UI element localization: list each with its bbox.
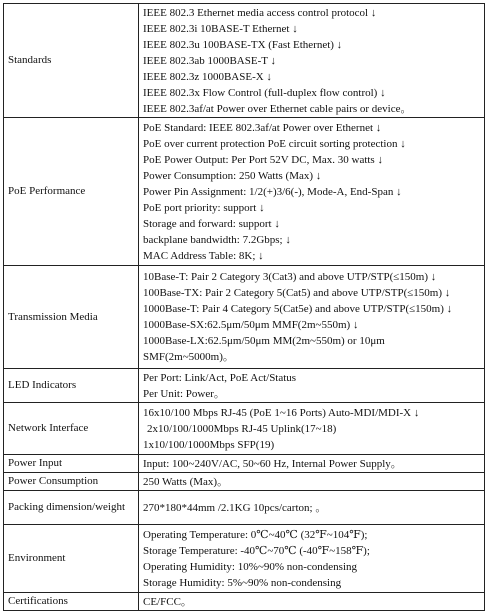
spec-row-certifications xyxy=(4,593,485,611)
row-label: Power Consumption xyxy=(4,473,139,491)
value-line: backplane bandwidth: 7.2Gbps; ↓ xyxy=(143,233,291,246)
row-label: Network Interface xyxy=(4,403,139,455)
spec-row-led-indicators xyxy=(4,369,485,403)
row-label: LED Indicators xyxy=(4,369,139,403)
value-line: IEEE 802.3i 10BASE-T Ethernet ↓ xyxy=(143,22,298,35)
value-line: 250 Watts (Max)。 xyxy=(143,475,229,488)
value-line: Power Pin Assignment: 1/2(+)3/6(-), Mode-A, End-Span ↓ xyxy=(143,185,402,198)
row-values xyxy=(139,473,485,491)
value-line: 100Base-TX: Pair 2 Category 5(Cat5) and above UTP/STP(≤150m) ↓ xyxy=(143,287,451,299)
spec-row-poe-performance xyxy=(4,118,485,266)
spec-row-transmission-media xyxy=(4,266,485,369)
spec-row-standards xyxy=(4,4,485,118)
value-line: PoE over current protection PoE circuit sorting protection ↓ xyxy=(143,137,406,150)
value-line: 1000Base-SX:62.5μm/50μm MMF(2m~550m) ↓ xyxy=(143,319,359,331)
value-line: IEEE 802.3x Flow Control (full-duplex flow control) ↓ xyxy=(143,86,386,99)
spec-row-packing xyxy=(4,491,485,525)
value-line: IEEE 802.3u 100BASE-TX (Fast Ethernet) ↓ xyxy=(143,38,343,51)
row-values xyxy=(139,593,485,611)
spec-table xyxy=(3,3,485,611)
row-label: Transmission Media xyxy=(4,266,139,369)
value-line: PoE Standard: IEEE 802.3af/at Power over Ethernet ↓ xyxy=(143,121,382,134)
value-line: 270*180*44mm /2.1KG 10pcs/carton; 。 xyxy=(143,501,327,514)
row-values xyxy=(139,266,485,369)
value-line: Storage Temperature: -40℃~70℃ (-40℉~158℉); xyxy=(143,544,370,557)
row-label: Standards xyxy=(4,4,139,118)
value-line: PoE Power Output: Per Port 52V DC, Max. 30 watts ↓ xyxy=(143,153,383,166)
spec-row-power-consumption xyxy=(4,473,485,491)
row-values xyxy=(139,455,485,473)
value-line: Input: 100~240V/AC, 50~60 Hz, Internal Power Supply。 xyxy=(143,457,402,470)
value-line: Per Port: Link/Act, PoE Act/Status xyxy=(143,371,297,384)
value-line: Power Consumption: 250 Watts (Max) ↓ xyxy=(143,169,322,182)
value-line: 2x10/100/1000Mbps RJ-45 Uplink(17~18) xyxy=(147,422,337,435)
value-line: PoE port priority: support ↓ xyxy=(143,201,265,214)
value-line: IEEE 802.3af/at Power over Ethernet cable pairs or device。 xyxy=(143,102,412,115)
row-values xyxy=(139,403,485,455)
value-line: SMF(2m~5000m)。 xyxy=(143,351,234,363)
value-line: IEEE 802.3 Ethernet media access control protocol ↓ xyxy=(143,6,377,19)
value-line: CE/FCC。 xyxy=(143,595,192,608)
row-label: Certifications xyxy=(4,593,139,611)
row-values xyxy=(139,369,485,403)
row-label: Power Input xyxy=(4,455,139,473)
spec-row-power-input xyxy=(4,455,485,473)
value-line: Per Unit: Power。 xyxy=(143,387,225,400)
value-line: 1000Base-LX:62.5μm/50μm MM(2m~550m) or 10μm xyxy=(143,335,385,347)
spec-row-network-interface xyxy=(4,403,485,455)
row-values xyxy=(139,525,485,593)
row-label: PoE Performance xyxy=(4,118,139,266)
row-values xyxy=(139,4,485,118)
value-line: Operating Temperature: 0℃~40℃ (32℉~104℉); xyxy=(143,528,368,541)
value-line: IEEE 802.3z 1000BASE-X ↓ xyxy=(143,70,272,83)
row-label: Packing dimension/weight xyxy=(4,491,139,525)
value-line: 1x10/100/1000Mbps SFP(19) xyxy=(143,438,275,451)
value-line: Storage Humidity: 5%~90% non-condensing xyxy=(143,576,342,589)
value-line: MAC Address Table: 8K; ↓ xyxy=(143,249,264,262)
value-line: 1000Base-T: Pair 4 Category 5(Cat5e) and above UTP/STP(≤150m) ↓ xyxy=(143,303,453,315)
row-values xyxy=(139,118,485,266)
value-line: IEEE 802.3ab 1000BASE-T ↓ xyxy=(143,54,277,67)
value-line: Operating Humidity: 10%~90% non-condensing xyxy=(143,560,358,573)
row-values xyxy=(139,491,485,525)
row-label: Environment xyxy=(4,525,139,593)
value-line: 10Base-T: Pair 2 Category 3(Cat3) and above UTP/STP(≤150m) ↓ xyxy=(143,271,437,283)
value-line: Storage and forward: support ↓ xyxy=(143,217,280,230)
value-line: 16x10/100 Mbps RJ-45 (PoE 1~16 Ports) Auto-MDI/MDI-X ↓ xyxy=(143,406,420,419)
spec-row-environment xyxy=(4,525,485,593)
